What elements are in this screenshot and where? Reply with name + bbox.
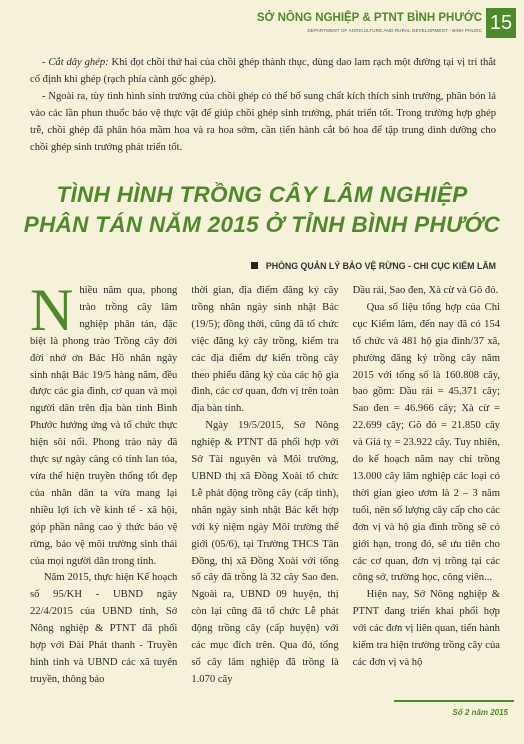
col3-paragraph-1: Dầu rái, Sao đen, Xà cừ và Gõ đỏ. — [352, 285, 499, 296]
column-1 — [30, 283, 177, 693]
department-name: SỞ NÔNG NGHIỆP & PTNT BÌNH PHƯỚC — [256, 12, 482, 24]
byline — [251, 261, 496, 271]
col3-paragraph-3: Hiện nay, Sở Nông nghiệp & PTNT đang triển khai phối hợp với các đơn vị liên quan, tiến hành kiểm tra hiện trường trồng cây của các đơn vị và hộ — [352, 589, 500, 668]
col3-paragraph-2: Qua số liệu tổng hợp của Chi cục Kiểm lâm, đến nay đã có 154 tổ chức và 481 hộ gia đình/37 xã, phường đăng ký trồng cây năm 2015 với tổng số là 160.808 cây, bao gồm: Dầu rái = 45.371 cây; Sao đen = 46.966 cây; Xà cừ = 22.699 cây; Gõ đỏ = 21.850 cây và Giá tỵ = 23.922 cây. Tuy nhiên, do kế hoạch năm nay chỉ trồng 13.000 cây lâm nghiệp các loại có thời gian gieo ươm là 2 – 3 năm tuổi, nên số lượng cây cấp cho các đơn vị và hộ gia đình trồng sẽ có giới hạn, trong đó, sẽ ưu tiên cho các cơ quan, đơn vị trồng tại các công sở, trường học, công viên... — [352, 301, 500, 584]
drop-cap: N — [30, 283, 74, 343]
intro-paragraph-1 — [30, 54, 496, 88]
col2-paragraph-1: thời gian, địa điểm đăng ký cây trồng nhân ngày sinh nhật Bác (19/5); đồng thời, cũng đã tổ chức việc đăng ký cây trồng, kiểm tra các địa điểm dự kiến trồng cây theo phiếu đăng ký của các hộ gia đình, các cơ quan, đơn vị trên toàn địa bàn tỉnh. — [191, 285, 339, 415]
article-title — [0, 180, 524, 240]
department-name-en: DEPARTMENT OF AGRICULTURE AND RURAL DEVELOPMENT - BINH PHUOC — [307, 28, 482, 33]
col1-text-1: hiều năm qua, phong trào trồng cây lâm nghiệp phân tán, đặc biệt là phong trào Trồng cây đời đời nhớ ơn Bác Hồ nhân ngày sinh nhật Bác 19/5 hàng năm, đều được các gia đình, cơ quan và mọi người dân trên địa bàn tỉnh Bình Phước hưởng ứng và tổ chức thực hiện sôi nổi. Phong trào này đã thực sự ngày càng có tính lan tỏa, vừa thể hiện truyền thống tốt đẹp của nhân dân ta vừa mang lại nhiều lợi ích về kinh tế - xã hội, góp phần nâng cao ý thức bảo vệ rừng, bảo vệ môi trường sinh thái của mọi người dân trong tỉnh. — [30, 285, 178, 567]
issue-label: Số 2 năm 2015 — [452, 708, 508, 717]
col1-paragraph-1 — [30, 283, 177, 570]
article-body — [30, 283, 500, 693]
title-line-1: TÌNH HÌNH TRỒNG CÂY LÂM NGHIỆP — [56, 182, 468, 207]
intro-label: - Cắt dây ghép: — [42, 57, 109, 68]
column-3 — [353, 283, 500, 693]
title-line-2: PHÂN TÁN NĂM 2015 Ở TỈNH BÌNH PHƯỚC — [23, 212, 501, 237]
page-number: 15 — [486, 8, 516, 38]
page-header — [256, 8, 516, 42]
col1-paragraph-2: Năm 2015, thực hiện Kế hoạch số 95/KH - UBND ngày 22/4/2015 của UBND tỉnh, Sở Nông nghiệp & PTNT đã phối hợp với Đài Phát thanh - Truyền hình tỉnh và UBND các xã tuyên truyền, thông báo — [30, 572, 178, 685]
column-2 — [191, 283, 338, 693]
intro-paragraph-2: - Ngoài ra, tùy tình hình sinh trưởng của chồi ghép có thể bổ sung chất kích thích sinh trưởng, phân bón lá vào các lần phun thuốc bảo vệ thực vật để giúp chồi ghép sinh trưởng, phát triển tốt. Trong trường hợp ghép trễ, chồi ghép đã phân hóa mầm hoa và ra hoa sớm, cần tiến hành cắt bỏ hoa để tập trung dinh dưỡng cho chồi ghép sinh trưởng phát triển tốt. — [30, 91, 496, 153]
page-footer — [394, 700, 514, 716]
intro-text-1: Khi đọt chồi thứ hai của chồi ghép thành thục, dùng dao lam rạch một đường tại vị trí thắt cổ định khi ghép (rạch phía cành gốc ghép). — [30, 57, 496, 85]
intro-section — [30, 54, 496, 156]
byline-text: PHÒNG QUẢN LÝ BẢO VỆ RỪNG - CHI CỤC KIỂM LÂM — [265, 261, 496, 271]
byline-square-icon — [251, 262, 258, 269]
col2-paragraph-2: Ngày 19/5/2015, Sở Nông nghiệp & PTNT đã phối hợp với Sở Tài nguyên và Môi trường, UBND thị xã Đồng Xoài tổ chức Lễ phát động trồng cây (cấp tỉnh), nhân ngày sinh nhật Bác kết hợp với kỷ niệm ngày Môi trường thế giới (05/6), tại Trường THCS Tân Đồng, thị xã Đồng Xoài với tổng số cây đã trồng là 32 cây Sao đen. Ngoài ra, UBND 09 huyện, thị còn lại cũng đã tổ chức Lễ phát động trồng cây (cấp huyện) với các mục đích trên. Qua đó, tổng số cây lâm nghiệp đã trồng là 1.070 cây — [191, 420, 339, 685]
